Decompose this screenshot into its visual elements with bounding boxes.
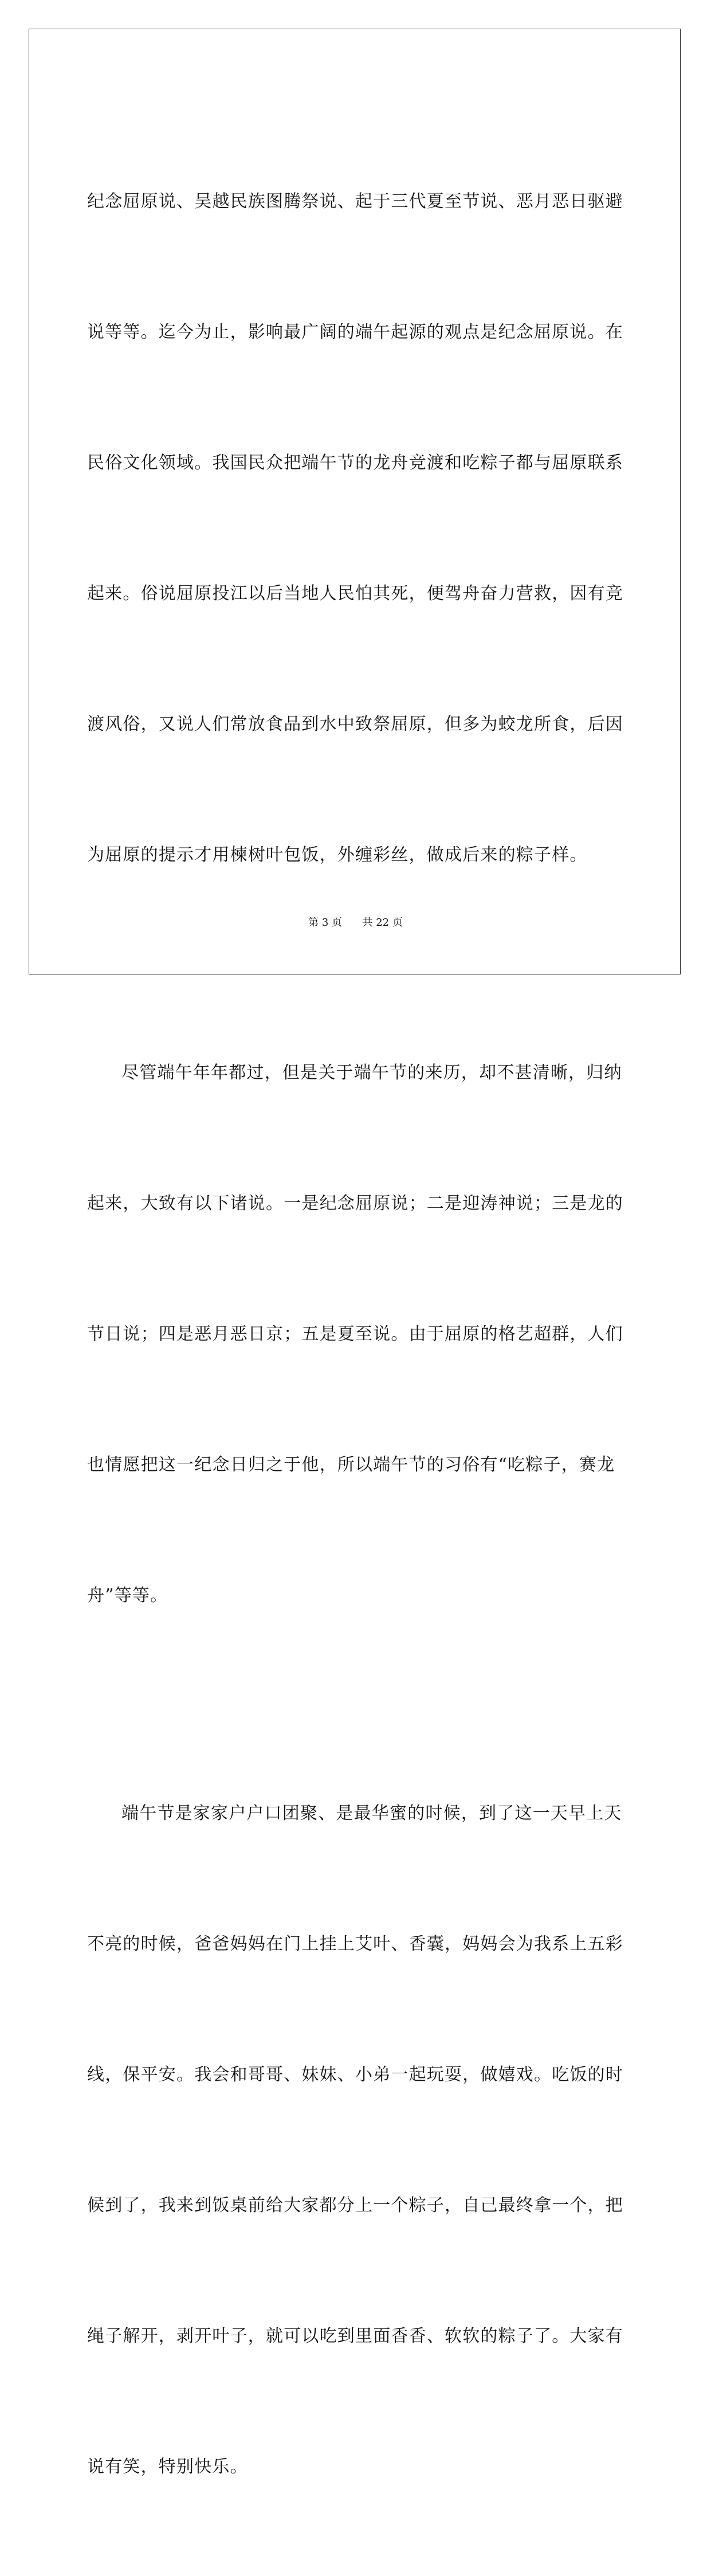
page-footer (0, 916, 711, 930)
text-line: 渡风俗，又说人们常放食品到水中致祭屈原，但多为蛟龙所食，后因 (87, 714, 623, 734)
text-line: 说有笑，特别快乐。 (87, 2457, 248, 2477)
text-line: 节日说；四是恶月恶日京；五是夏至说。由于屈原的格艺超群，人们 (87, 1324, 623, 1344)
text-line: 端午节是家家户户口团聚、是最华蜜的时候，到了这一天早上天 (121, 1803, 622, 1823)
document-body (87, 93, 624, 2576)
text-line: 为屈原的提示才用楝树叶包饭，外缠彩丝，做成后来的粽子样。 (87, 845, 588, 865)
text-line: 起来。俗说屈原投江以后当地人民怕其死，便驾舟奋力营救，因有竞 (87, 584, 623, 604)
text-line: 说等等。迄今为止，影响最广阔的端午起源的观点是纪念屈原说。在 (87, 322, 623, 342)
text-line: 纪念屈原说、吴越民族图腾祭说、起于三代夏至节说、恶月恶日驱避 (87, 191, 623, 212)
total-pages: 共 22 页 (362, 917, 403, 929)
paragraph-1 (87, 93, 624, 964)
text-line: 候到了，我来到饭桌前给大家都分上一个粽子，自己最终拿一个，把 (87, 2195, 623, 2215)
text-line: 绳子解开，剥开叶子，就可以吃到里面香香、软软的粽子了。大家有 (87, 2326, 623, 2346)
text-line: 民俗文化领域。我国民众把端午节的龙舟竞渡和吃粽子都与屈原联系 (87, 453, 623, 473)
text-line: 舟”等等。 (87, 1585, 168, 1606)
paragraph-3 (87, 1705, 624, 2576)
text-line: 尽管端午年年都过，但是关于端午节的来历，却不甚清晰，归纳 (121, 1063, 622, 1083)
text-line: 不亮的时候，爸爸妈妈在门上挂上艾叶、香囊，妈妈会为我系上五彩 (87, 1934, 623, 1954)
text-line: 线，保平安。我会和哥哥、妹妹、小弟一起玩耍，做嬉戏。吃饭的时 (87, 2065, 623, 2085)
paragraph-2 (87, 964, 624, 1705)
text-line: 也情愿把这一纪念日归之于他，所以端午节的习俗有“吃粽子，赛龙 (87, 1455, 615, 1475)
text-line: 起来，大致有以下诸说。一是纪念屈原说；二是迎涛神说；三是龙的 (87, 1193, 623, 1213)
page-number: 第 3 页 (308, 917, 343, 929)
